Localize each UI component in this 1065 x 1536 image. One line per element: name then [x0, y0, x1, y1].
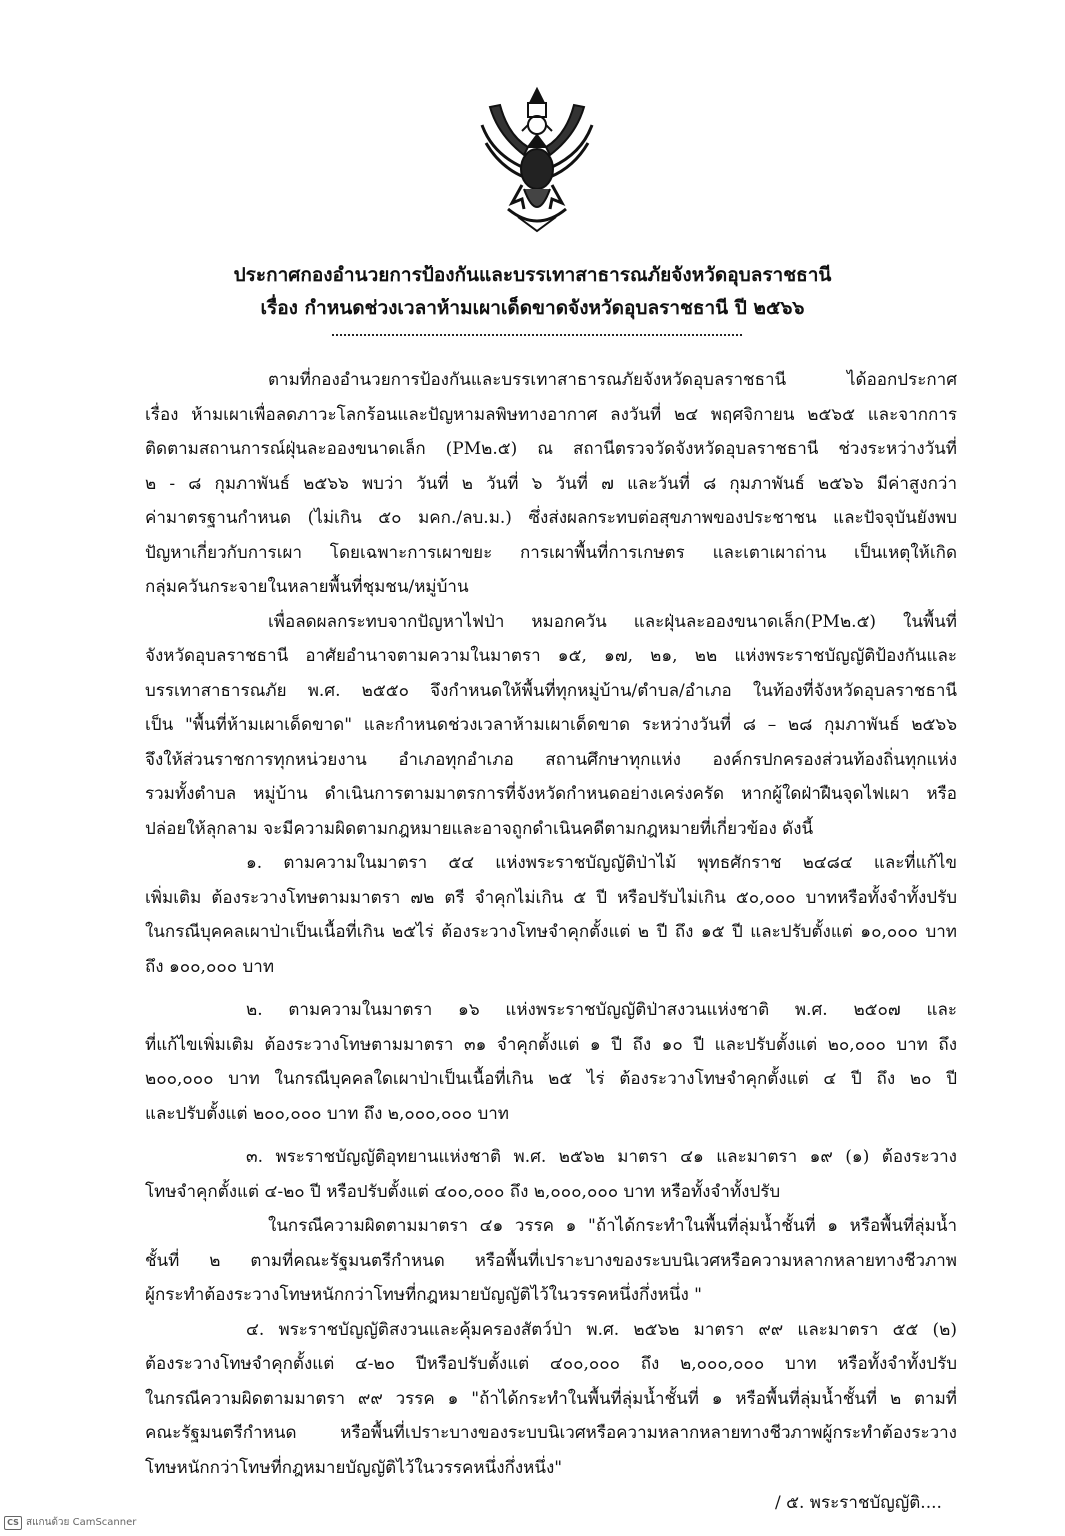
body-line: เป็น "พื้นที่ห้ามเผาเด็ดขาด" และกำหนดช่วงเวลาห้ามเผาเด็ดขาด ระหว่างวันที่ ๘ – ๒๘ กุมภาพันธ์ ๒๕๖๖ [145, 715, 957, 735]
body-line: ๑. ตามความในมาตรา ๕๔ แห่งพระราชบัญญัติป่าไม้ พุทธศักราช ๒๔๘๔ และที่แก้ไข [246, 853, 957, 873]
body-line: ๒๐๐,๐๐๐ บาท ในกรณีบุคคลใดเผาป่าเป็นเนื้อที่เกิน ๒๕ ไร่ ต้องระวางโทษจำคุกตั้งแต่ ๔ ปี ถึง ๒๐ ปี [145, 1069, 957, 1089]
scanner-footer [4, 1515, 136, 1530]
body-line: ชั้นที่ ๒ ตามที่คณะรัฐมนตรีกำหนด หรือพื้นที่เปราะบางของระบบนิเวศหรือความหลากหลายทางชีวภาพ [145, 1251, 957, 1271]
body-line: ในกรณีความผิดตามมาตรา ๙๙ วรรค ๑ "ถ้าได้กระทำในพื้นที่ลุ่มน้ำชั้นที่ ๑ หรือพื้นที่ลุ่มน้ำชั้นที่ ๒ ตามที่ [145, 1389, 957, 1409]
body-line: ๒. ตามความในมาตรา ๑๖ แห่งพระราชบัญญัติป่าสงวนแห่งชาติ พ.ศ. ๒๕๐๗ และ [246, 1000, 957, 1020]
body-line: ค่ามาตรฐานกำหนด (ไม่เกิน ๕๐ มคก./ลบ.ม.) ซึ่งส่งผลกระทบต่อสุขภาพของประชาชน และปัจจุบันยังพบ [145, 508, 957, 528]
body-line: โทษจำคุกตั้งแต่ ๔-๒๐ ปี หรือปรับตั้งแต่ ๔๐๐,๐๐๐ ถึง ๒,๐๐๐,๐๐๐ บาท หรือทั้งจำทั้งปรับ [145, 1182, 781, 1202]
body-line: เพื่อลดผลกระทบจากปัญหาไฟป่า หมอกควัน และฝุ่นละอองขนาดเล็ก(PM๒.๕) ในพื้นที่ [268, 612, 957, 632]
body-line: ๔. พระราชบัญญัติสงวนและคุ้มครองสัตว์ป่า พ.ศ. ๒๕๖๒ มาตรา ๙๙ และมาตรา ๕๕ (๒) [246, 1320, 957, 1340]
announcement-title: ประกาศกองอำนวยการป้องกันและบรรเทาสาธารณภัยจังหวัดอุบลราชธานี [233, 264, 832, 286]
body-line: ตามที่กองอำนวยการป้องกันและบรรเทาสาธารณภัยจังหวัดอุบลราชธานี ได้ออกประกาศ [268, 370, 957, 390]
body-line: ติดตามสถานการณ์ฝุ่นละอองขนาดเล็ก (PM๒.๕) ณ สถานีตรวจวัดจังหวัดอุบลราชธานี ช่วงระหว่างวันที่ [145, 439, 957, 459]
announcement-subject: เรื่อง กำหนดช่วงเวลาห้ามเผาเด็ดขาดจังหวัดอุบลราชธานี ปี ๒๕๖๖ [260, 297, 805, 319]
dotted-divider [332, 334, 742, 336]
body-line: ในกรณีความผิดตามมาตรา ๔๑ วรรค ๑ "ถ้าได้กระทำในพื้นที่ลุ่มน้ำชั้นที่ ๑ หรือพื้นที่ลุ่มน้ำ [268, 1216, 957, 1236]
camscanner-logo-icon: CS [4, 1516, 22, 1530]
scanner-text: สแกนด้วย CamScanner [26, 1517, 137, 1528]
garuda-emblem-icon [478, 85, 596, 235]
body-line: ๒ - ๘ กุมภาพันธ์ ๒๕๖๖ พบว่า วันที่ ๒ วันที่ ๖ วันที่ ๗ และวันที่ ๘ กุมภาพันธ์ ๒๕๖๖ มีค่าสูงกว่า [145, 474, 957, 494]
body-line: ถึง ๑๐๐,๐๐๐ บาท [145, 957, 275, 977]
body-line: จึงให้ส่วนราชการทุกหน่วยงาน อำเภอทุกอำเภอ สถานศึกษาทุกแห่ง องค์กรปกครองส่วนท้องถิ่นทุกแห่ง [145, 750, 957, 770]
body-line: ต้องระวางโทษจำคุกตั้งแต่ ๔-๒๐ ปีหรือปรับตั้งแต่ ๔๐๐,๐๐๐ ถึง ๒,๐๐๐,๐๐๐ บาท หรือทั้งจำทั้งปรับ [145, 1354, 957, 1374]
body-line: ปัญหาเกี่ยวกับการเผา โดยเฉพาะการเผาขยะ การเผาพื้นที่การเกษตร และเตาเผาถ่าน เป็นเหตุให้เกิด [145, 543, 957, 563]
body-line: โทษหนักกว่าโทษที่กฎหมายบัญญัติไว้ในวรรคหนึ่งกึ่งหนึ่ง" [145, 1458, 563, 1478]
body-line: ปล่อยให้ลุกลาม จะมีความผิดตามกฎหมายและอาจถูกดำเนินคดีตามกฎหมายที่เกี่ยวข้อง ดังนี้ [145, 819, 814, 839]
body-line: กลุ่มควันกระจายในหลายพื้นที่ชุมชน/หมู่บ้าน [145, 577, 469, 597]
body-line: ในกรณีบุคคลเผาป่าเป็นเนื้อที่เกิน ๒๕ไร่ ต้องระวางโทษจำคุกตั้งแต่ ๒ ปี ถึง ๑๕ ปี และปรับตั้งแต่ ๑๐,๐๐๐ บาท [145, 922, 957, 942]
body-line: คณะรัฐมนตรีกำหนด หรือพื้นที่เปราะบางของระบบนิเวศหรือความหลากหลายทางชีวภาพผู้กระทำต้องระวาง [145, 1423, 957, 1443]
body-line: จังหวัดอุบลราชธานี อาศัยอำนาจตามความในมาตรา ๑๕, ๑๗, ๒๑, ๒๒ แห่งพระราชบัญญัติป้องกันและ [145, 646, 957, 666]
body-line: เพิ่มเติม ต้องระวางโทษตามมาตรา ๗๒ ตรี จำคุกไม่เกิน ๕ ปี หรือปรับไม่เกิน ๕๐,๐๐๐ บาทหรือทั้งจำทั้งปรับ [145, 888, 957, 908]
body-line: เรื่อง ห้ามเผาเพื่อลดภาวะโลกร้อนและปัญหามลพิษทางอากาศ ลงวันที่ ๒๔ พฤศจิกายน ๒๕๖๕ และจากการ [145, 405, 957, 425]
continuation-marker: / ๕. พระราชบัญญัติ.... [775, 1493, 942, 1513]
body-line: ๓. พระราชบัญญัติอุทยานแห่งชาติ พ.ศ. ๒๕๖๒ มาตรา ๔๑ และมาตรา ๑๙ (๑) ต้องระวาง [246, 1147, 957, 1167]
body-line: ผู้กระทำต้องระวางโทษหนักกว่าโทษที่กฎหมายบัญญัติไว้ในวรรคหนึ่งกึ่งหนึ่ง " [145, 1285, 702, 1305]
body-line: และปรับตั้งแต่ ๒๐๐,๐๐๐ บาท ถึง ๒,๐๐๐,๐๐๐ บาท [145, 1104, 510, 1124]
body-line: ที่แก้ไขเพิ่มเติม ต้องระวางโทษตามมาตรา ๓๑ จำคุกตั้งแต่ ๑ ปี ถึง ๑๐ ปี และปรับตั้งแต่ ๒๐,๐๐๐ บาท ถึง [145, 1035, 957, 1055]
body-line: บรรเทาสาธารณภัย พ.ศ. ๒๕๕๐ จึงกำหนดให้พื้นที่ทุกหมู่บ้าน/ตำบล/อำเภอ ในท้องที่จังหวัดอุบลราชธานี [145, 681, 957, 701]
body-line: รวมทั้งตำบล หมู่บ้าน ดำเนินการตามมาตรการที่จังหวัดกำหนดอย่างเคร่งครัด หากผู้ใดฝ่าฝืนจุดไฟเผา หรือ [145, 784, 957, 804]
